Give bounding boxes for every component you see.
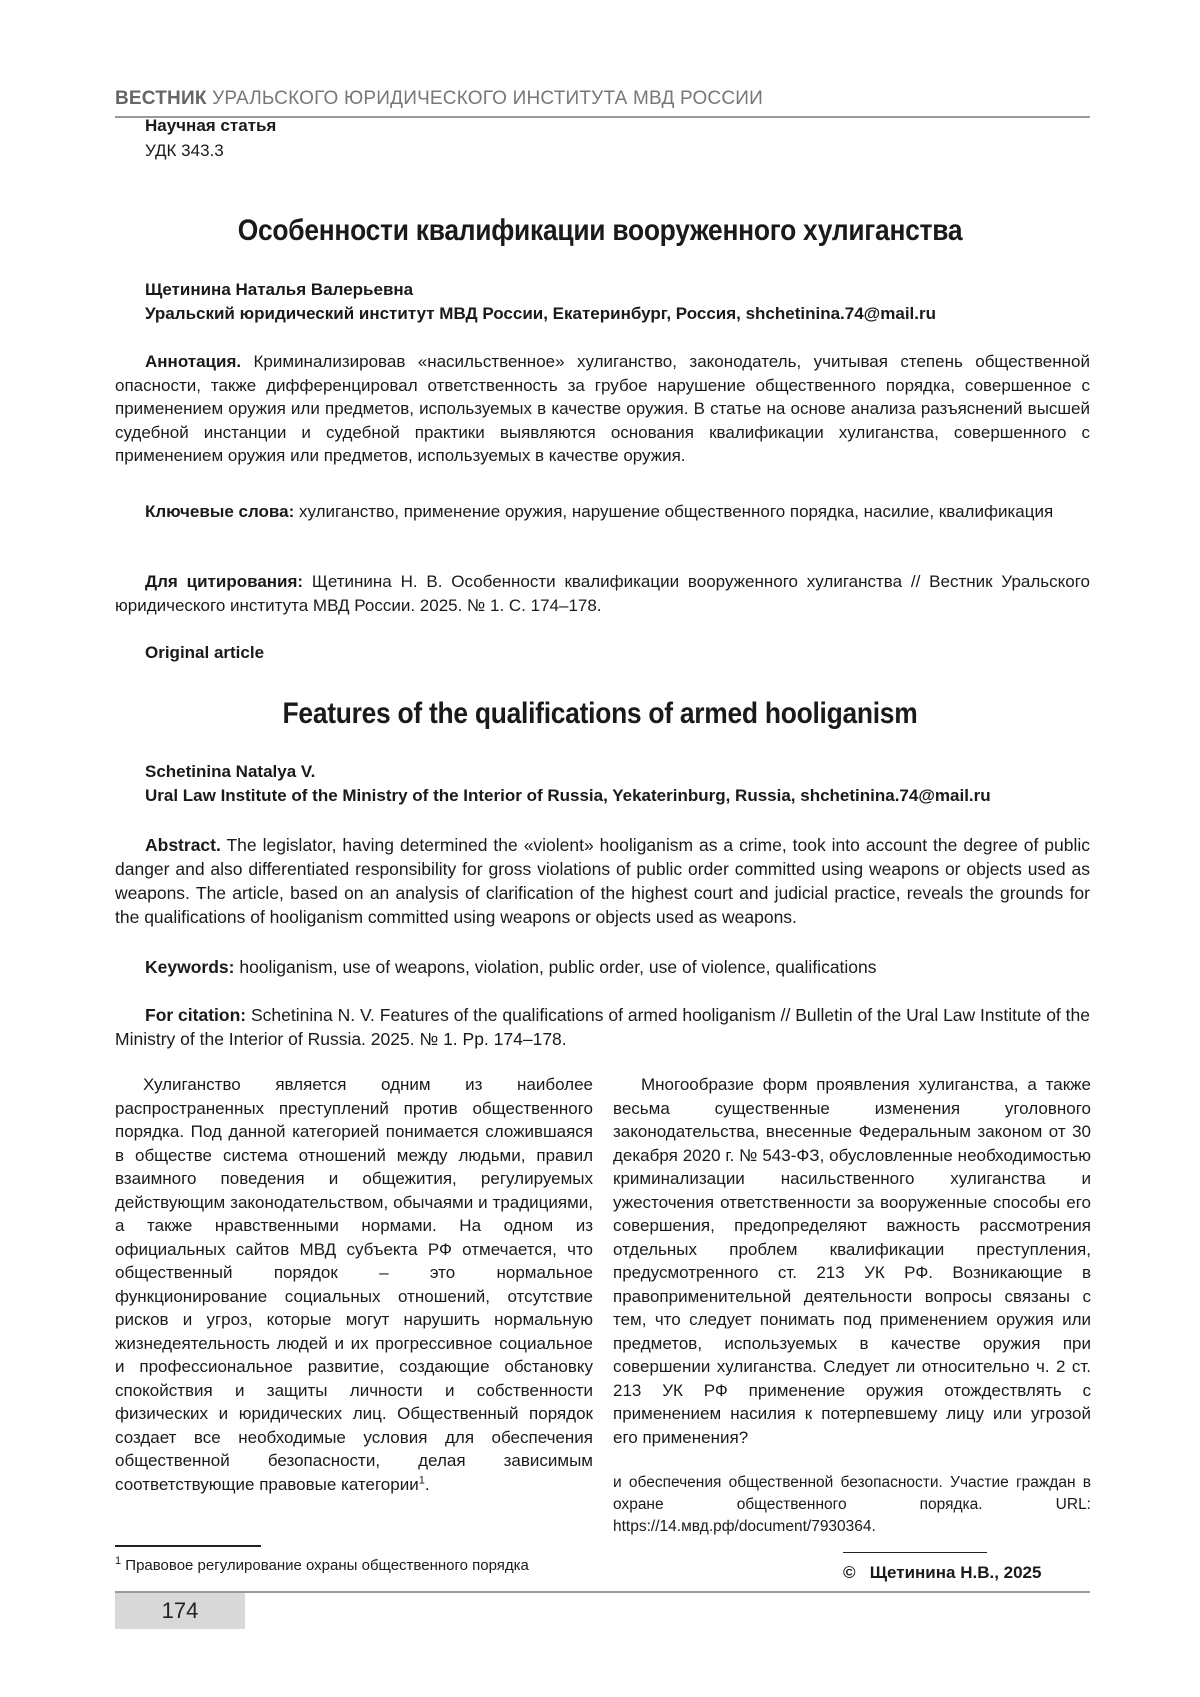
body-column-left — [115, 1073, 593, 1496]
keywords-label-ru: Ключевые слова: — [145, 502, 295, 521]
citation-text-ru: Щетинина Н. В. Особенности квалификации вооруженного хулиганства // Вестник Уральского юридического института МВД России. 2025. № 1. С. 174–178. — [115, 572, 1090, 615]
footnote-1-continuation: и обеспечения общественной безопасности. Участие граждан в охране общественного порядка. URL: https://14.мвд.рф/document/7930364. — [613, 1474, 1091, 1535]
citation-label-ru: Для цитирования: — [145, 572, 304, 591]
body-left-end: . — [424, 1474, 430, 1494]
footnote-ref-1[interactable]: 1 — [418, 1473, 425, 1486]
body-left-text: Хулиганство является одним из наиболее распространенных преступлений против общественного порядка. Под данной категорией понимается сложившаяся в обществе система отношений между людьми, правил взаимного поведения и общежития, регулируемых действующим законодательством, обычаями и традициями, а также нравственными нормами. На одном из официальных сайтов МВД субъекта РФ отмечается, что общественный порядок – это нормальное функционирование социальных отношений, отсутствие рисков и угроз, которые могут нарушить нормальную жизнедеятельность людей и их прогрессивное социальное и профессиональное развитие, создающие обстановку спокойствия и защиты личности и собственности физических и юридических лиц. Общественный порядок создает все необходимые условия для обеспечения общественной безопасности, делая зависимым соответствующие правовые категории — [115, 1075, 593, 1494]
abstract-en — [115, 833, 1090, 929]
journal-name-rest: УРАЛЬСКОГО ЮРИДИЧЕСКОГО ИНСТИТУТА МВД РОССИИ — [206, 88, 763, 109]
footnote-1-left — [115, 1556, 593, 1576]
body-column-right: Многообразие форм проявления хулиганства, а также весьма существенные изменения уголовного законодательства, внесенные Федеральным законом от 30 декабря 2020 г. № 543-ФЗ, обусловленные необходимостью криминализации насильственного хулиганства и ужесточения ответственности за вооруженные способы его совершения, предопределяют важность рассмотрения отдельных проблем квалификации преступления, предусмотренного ст. 213 УК РФ. Возникающие в правоприменительной деятельности вопросы связаны с тем, что следует понимать под применением оружия или предметов, используемых в качестве оружия при совершении хулиганства. Следует ли относительно ч. 2 ст. 213 УК РФ применение оружия отождествлять с применением насилия к потерпевшему лицу или угрозой его применения? — [613, 1075, 1091, 1447]
citation-label-en: For citation: — [145, 1005, 247, 1025]
footnote-divider-left — [115, 1545, 261, 1547]
udk-code: УДК 343.3 — [145, 141, 224, 160]
keywords-ru — [115, 500, 1090, 524]
affiliation-en: Ural Law Institute of the Ministry of the Interior of Russia, Yekaterinburg, Russia, shchetinina.74@mail.ru — [145, 786, 991, 805]
journal-header — [115, 88, 1090, 118]
article-type-en: Original article — [145, 643, 265, 662]
page-number: 174 — [115, 1593, 245, 1629]
journal-name-bold: ВЕСТНИК — [115, 88, 207, 109]
citation-ru — [115, 570, 1090, 617]
author-en: Schetinina Natalya V. — [145, 762, 316, 781]
footnote-mark-1: 1 — [115, 1555, 122, 1567]
copyright-divider — [843, 1552, 987, 1553]
citation-en — [115, 1003, 1090, 1051]
article-title-ru: Особенности квалификации вооруженного хулиганства — [237, 214, 963, 247]
abstract-text-en: The legislator, having determined the «violent» hooliganism as a crime, took into account the degree of public danger and also differentiated responsibility for gross violations of public order committed using weapons or objects used as weapons. The article, based on an analysis of clarification of the highest court and judicial practice, reveals the grounds for the qualifications of hooliganism committed using weapons or objects used as weapons. — [115, 835, 1090, 927]
abstract-label-ru: Аннотация. — [145, 352, 242, 371]
article-type-ru: Научная статья — [145, 116, 277, 135]
footnote-1-text: Правовое регулирование охраны общественного порядка — [121, 1557, 529, 1574]
abstract-label-en: Abstract. — [145, 835, 221, 855]
footer-divider — [115, 1591, 1090, 1593]
citation-text-en: Schetinina N. V. Features of the qualifications of armed hooliganism // Bulletin of the Ural Law Institute of the Ministry of the Interior of Russia. 2025. № 1. Pp. 174–178. — [115, 1005, 1090, 1049]
abstract-text-ru: Криминализировав «насильственное» хулиганство, законодатель, учитывая степень общественной опасности, также дифференцировал ответственность за грубое нарушение общественного порядка, совершенное с применением оружия или предметов, используемых в качестве оружия. В статье на основе анализа разъяснений высшей судебной инстанции и судебной практики выявляются основания квалификации хулиганства, совершенного с применением оружия или предметов, используемых в качестве оружия. — [115, 352, 1090, 465]
abstract-ru — [115, 350, 1090, 468]
affiliation-ru: Уральский юридический институт МВД России, Екатеринбург, Россия, shchetinina.74@mail.ru — [145, 304, 936, 323]
keywords-label-en: Keywords: — [145, 957, 235, 977]
author-ru: Щетинина Наталья Валерьевна — [145, 280, 414, 299]
keywords-text-ru: хулиганство, применение оружия, нарушение общественного порядка, насилие, квалификация — [294, 502, 1054, 521]
copyright-notice: © Щетинина Н.В., 2025 — [843, 1563, 1042, 1582]
article-title-en: Features of the qualifications of armed hooliganism — [282, 697, 918, 730]
keywords-text-en: hooliganism, use of weapons, violation, public order, use of violence, qualifications — [234, 957, 877, 977]
keywords-en — [115, 955, 1090, 979]
